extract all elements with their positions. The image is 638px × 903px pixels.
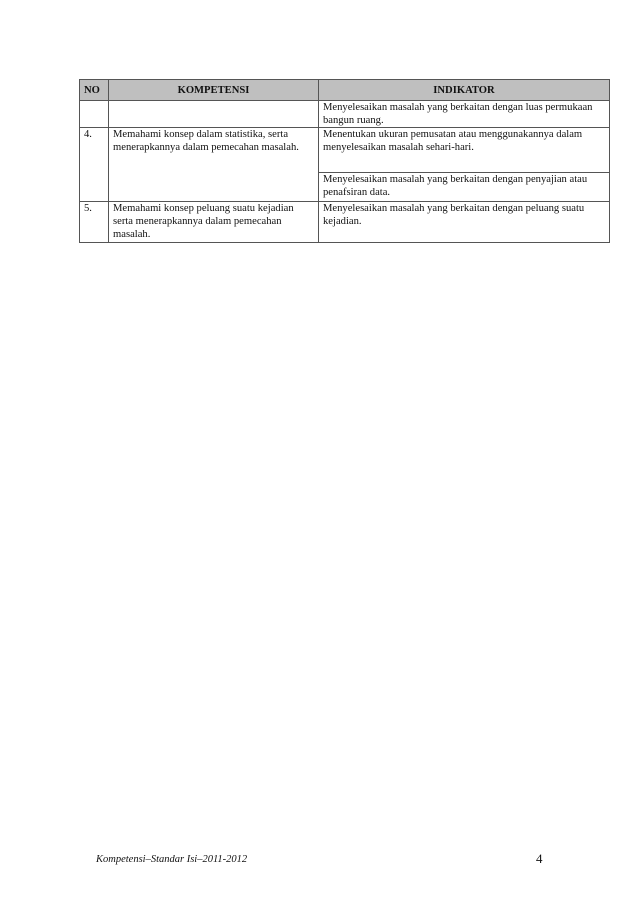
row-indikator (319, 101, 610, 128)
table-header-row (80, 80, 610, 101)
indikator-text: Menentukan ukuran pemusatan atau menggunakannya dalam menyelesaikan masalah sehari-hari. (323, 129, 583, 153)
row-number (80, 101, 109, 128)
indikator-text: Menyelesaikan masalah yang berkaitan dengan peluang suatu kejadian. (323, 203, 585, 227)
competency-table (79, 79, 610, 243)
row-kompetensi: Memahami konsep dalam statistika, serta menerapkannya dalam pemecahan masalah. (109, 128, 319, 202)
table-row (80, 202, 610, 243)
header-indikator: INDIKATOR (319, 80, 610, 101)
table-row (80, 101, 610, 128)
header-no: NO (80, 80, 109, 101)
page-number: 4 (536, 851, 543, 866)
indikator-text: Menyelesaikan masalah yang berkaitan dengan luas permukaan bangun ruang. (323, 102, 593, 126)
indikator-text: Menyelesaikan masalah yang berkaitan dengan penyajian atau penafsiran data. (323, 174, 588, 198)
row-number: 5. (80, 202, 109, 243)
row-indikator (319, 202, 610, 243)
row-indikator (319, 128, 610, 173)
row-number: 4. (80, 128, 109, 202)
header-kompetensi: KOMPETENSI (109, 80, 319, 101)
table-row (80, 128, 610, 173)
row-indikator (319, 173, 610, 202)
row-kompetensi: Memahami konsep peluang suatu kejadian serta menerapkannya dalam pemecahan masalah. (109, 202, 319, 243)
row-kompetensi (109, 101, 319, 128)
footer-title: Kompetensi–Standar Isi–2011-2012 (96, 854, 248, 865)
